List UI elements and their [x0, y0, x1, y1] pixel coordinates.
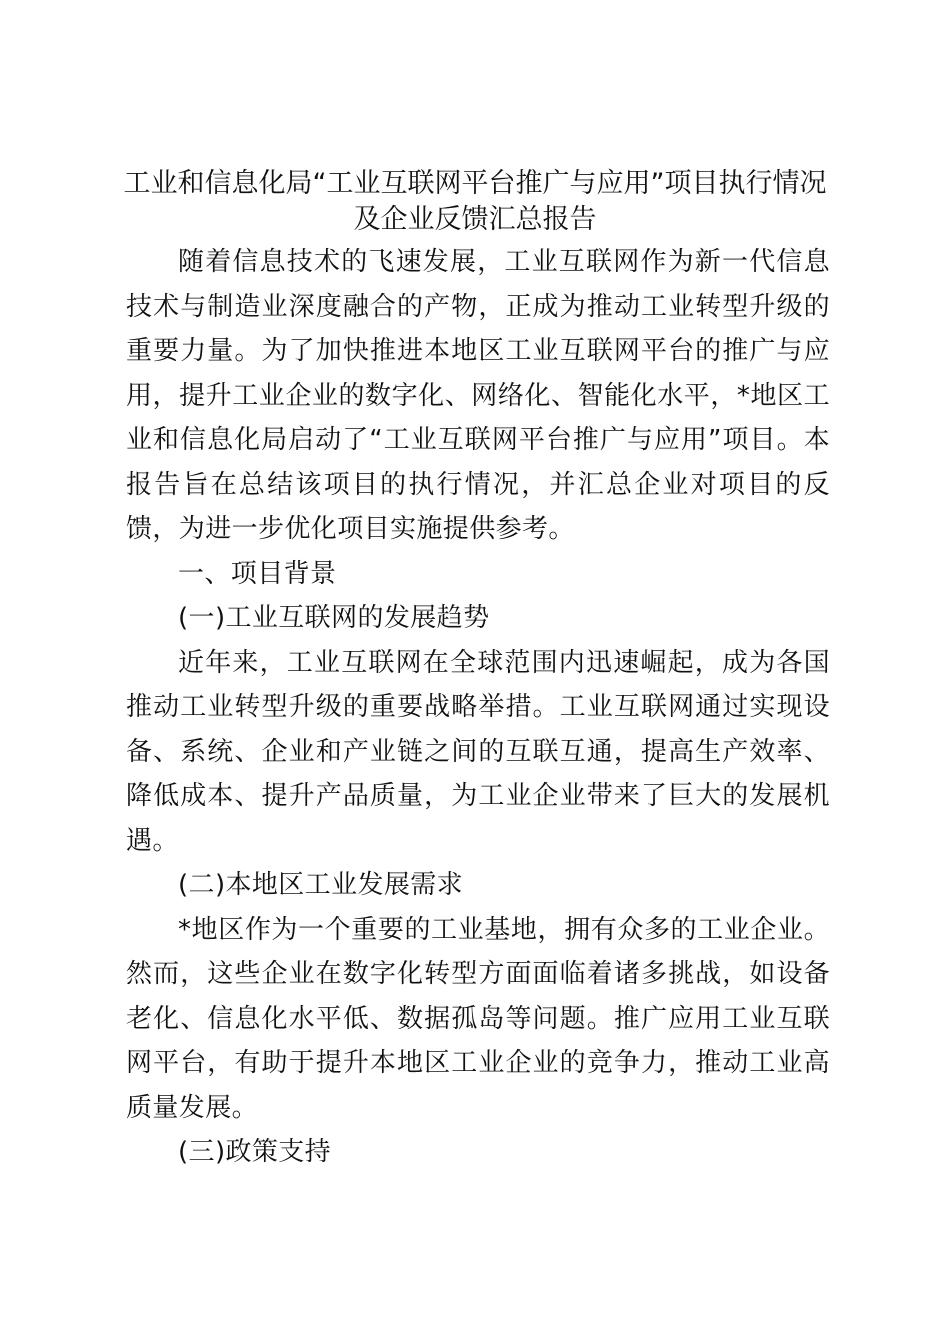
document-title: 工业和信息化局“工业互联网平台推广与应用”项目执行情况及企业反馈汇总报告	[123, 168, 827, 235]
intro-paragraph: 随着信息技术的飞速发展，工业互联网作为新一代信息技术与制造业深度融合的产物，正成为推动工业转型升级的重要力量。为了加快推进本地区工业互联网平台的推广与应用，提升工业企业的数字化、网络化、智能化水平，*地区工业和信息化局启动了“工业互联网平台推广与应用”项目。本报告旨在总结该项目的执行情况，并汇总企业对项目的反馈，为进一步优化项目实施提供参考。	[126, 247, 830, 544]
subsection-heading-demand: (二)本地区工业发展需求	[178, 870, 464, 900]
document-body	[126, 240, 830, 1175]
subsection-heading-trend: (一)工业互联网的发展趋势	[178, 603, 490, 633]
subsection-heading-policy: (三)政策支持	[178, 1137, 332, 1167]
trend-paragraph: 近年来，工业互联网在全球范围内迅速崛起，成为各国推动工业转型升级的重要战略举措。工业互联网通过实现设备、系统、企业和产业链之间的互联互通，提高生产效率、降低成本、提升产品质量，为工业企业带来了巨大的发展机遇。	[126, 647, 830, 856]
demand-paragraph: *地区作为一个重要的工业基地，拥有众多的工业企业。然而，这些企业在数字化转型方面面临着诸多挑战，如设备老化、信息化水平低、数据孤岛等问题。推广应用工业互联网平台，有助于提升本地区工业企业的竞争力，推动工业高质量发展。	[126, 914, 830, 1123]
section-heading-background: 一、项目背景	[178, 558, 337, 589]
